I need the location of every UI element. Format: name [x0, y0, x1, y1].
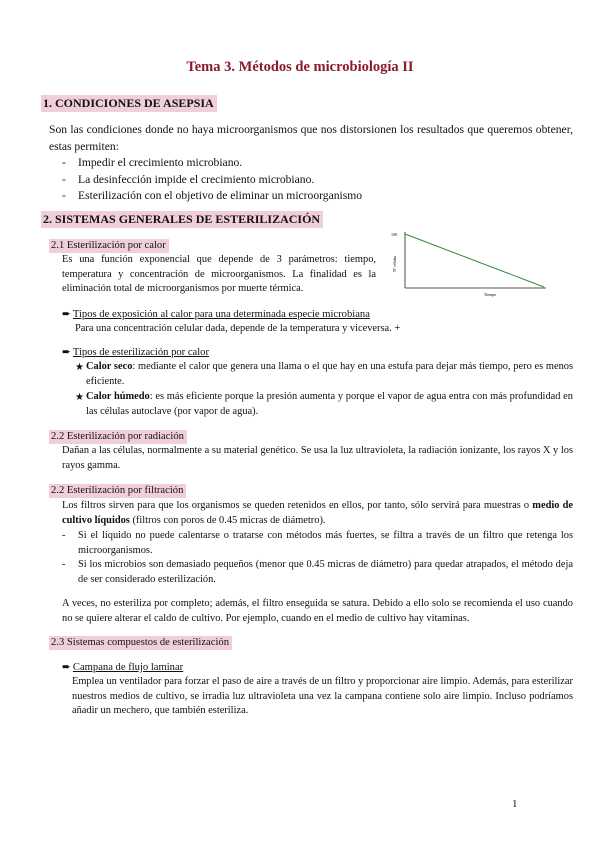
chart-line: [405, 234, 544, 287]
radiacion-text: Dañan a las células, normalmente a su material genético. Se usa la luz ultravioleta, la radiación ionizante, los rayos X y los rayos gamma.: [62, 445, 573, 471]
calor-text: Es una función exponencial que depende de 3 parámetros: tiempo, temperatura y concentración de microorganismos. La finalidad es la eliminación total de microorganismos por muerte térmica.: [62, 254, 376, 295]
filtracion-list: [62, 529, 573, 587]
subsection-radiacion-heading: 2.2 Esterilización por radiación: [49, 430, 187, 444]
section-1-list: [62, 155, 572, 205]
calor-humedo-item: Calor húmedo: es más eficiente porque la presión aumenta y porque el vapor de agua entra con más profundidad en las células autoclave (por vapor de agua).: [86, 391, 573, 417]
subsection-filtracion-heading: 2.2 Esterilización por filtración: [49, 484, 186, 498]
arrow-right-icon: ➨: [62, 309, 71, 320]
list-item: - Si los microbios son demasiado pequeños (menor que 0.45 micras de diámetro) para quedar atrapados, el método deja de ser considerado esterilización.: [62, 559, 573, 585]
calor-seco-label: Calor seco: [86, 361, 133, 372]
star-icon: ★: [75, 392, 84, 403]
section-1-intro: Son las condiciones donde no haya microorganismos que nos distorsionen los resultados que queremos obtener, estas permiten:: [49, 123, 573, 153]
document-title: Tema 3. Métodos de microbiología II: [186, 59, 414, 75]
chart-y-axis-label: Nº células: [392, 255, 397, 273]
section-2-heading: 2. SISTEMAS GENERALES DE ESTERILIZACIÓN: [41, 211, 323, 228]
calor-sub1-text: Para una concentración celular dada, depende de la temperatura y viceversa. +: [75, 323, 401, 334]
arrow-right-icon: ➨: [62, 347, 71, 358]
compuestos-text: Emplea un ventilador para forzar el paso de aire a través de un filtro y proporcionar aire limpio. Además, para esterilizar nuestros medios de cultivo, se irradia luz ultravioleta una vez la campana contiene solo aire limpio. Incluso podríamos añadir un mechero, que también esteriliza.: [72, 676, 573, 717]
calor-humedo-label: Calor húmedo: [86, 391, 150, 402]
filtracion-intro-bold: medio de cultivo líquidos: [62, 500, 573, 526]
calor-seco-item: Calor seco: mediante el calor que genera una llama o el que hay en una estufa para dejar más tiempo, pero es menos eficiente.: [86, 361, 574, 387]
filtracion-intro: Los filtros sirven para que los organismos se queden retenidos en ellos, por tanto, sólo servirá para muestras o medio de cultivo líquidos (filtros con poros de 0.45 micras de diámetro).: [62, 500, 573, 526]
calor-sub2-title: ➨ Tipos de esterilización por calor: [62, 347, 210, 358]
chart-x-axis-label: Tiempo: [483, 292, 497, 297]
section-1-heading: 1. CONDICIONES DE ASEPSIA: [41, 95, 217, 112]
filtracion-closing: A veces, no esteriliza por completo; además, el filtro enseguida se satura. Debido a ello solo se recomienda el uso cuando no se quiere alterar el caldo de cultivo. Por ejemplo, cuando en el medio de cultivo hay vitaminas.: [62, 598, 573, 624]
star-icon: ★: [75, 362, 84, 373]
thermal-death-chart: [386, 228, 558, 300]
arrow-right-icon: ➨: [62, 662, 71, 673]
subsection-compuestos-heading: 2.3 Sistemas compuestos de esterilización: [49, 636, 232, 650]
page-number: 1: [512, 798, 518, 810]
list-item: - Si el líquido no puede calentarse o tratarse con métodos más fuertes, se filtra a través de un filtro que retenga los microorganismos.: [62, 530, 573, 556]
list-item: - Esterilización con el objetivo de eliminar un microorganismo: [62, 189, 363, 202]
calor-sub1-title: ➨ Tipos de exposición al calor para una determinada especie microbiana: [62, 309, 370, 320]
list-item: - Impedir el crecimiento microbiano.: [62, 156, 243, 169]
chart-y-top-label: 100: [391, 232, 397, 237]
compuestos-sub-title: ➨ Campana de flujo laminar: [62, 662, 184, 673]
subsection-calor-heading: 2.1 Esterilización por calor: [49, 239, 169, 253]
list-item: - La desinfección impide el crecimiento microbiano.: [62, 172, 315, 186]
